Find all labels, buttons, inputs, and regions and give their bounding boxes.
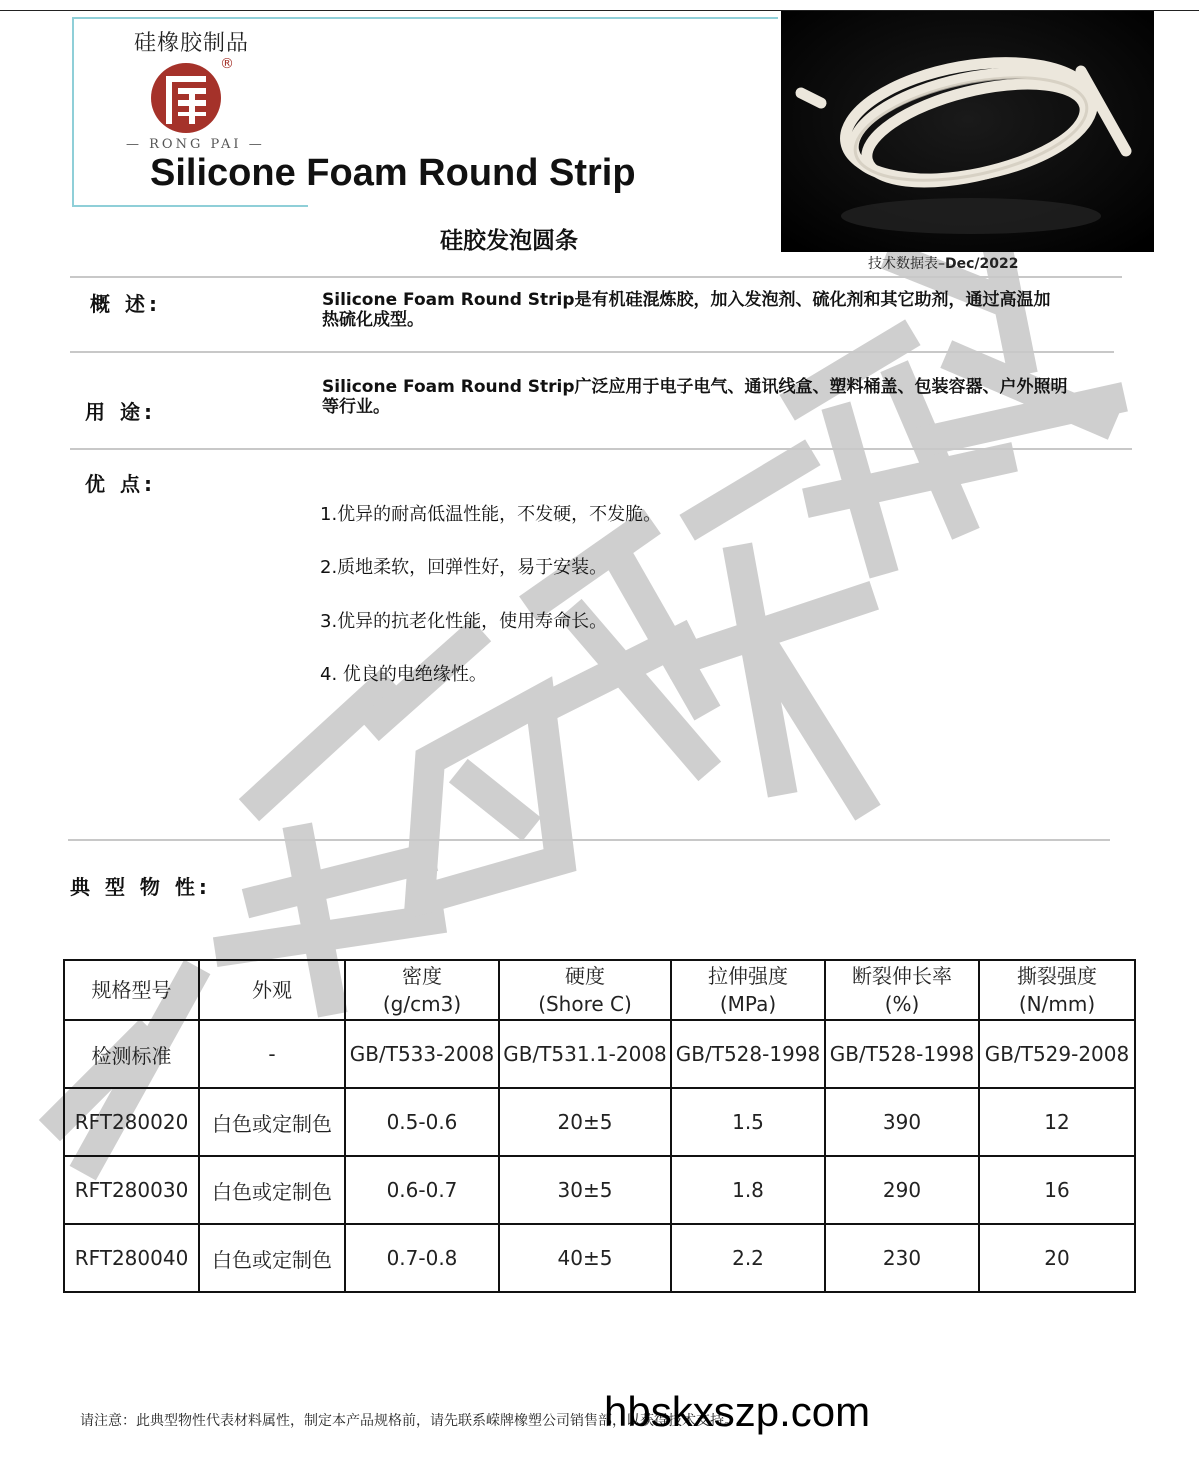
brand-name-en: — RONG PAI — [126, 137, 265, 152]
table-cell: 白色或定制色 [199, 1224, 345, 1292]
logo-frame-bottom [72, 205, 308, 207]
table-cell: GB/T533-2008 [345, 1020, 499, 1088]
footer-note: 请注意：此典型物性代表材料属性，制定本产品规格前，请先联系嵘牌橡塑公司销售部，以获得技术支持。 [80, 1413, 738, 1429]
logo-frame-left [72, 17, 74, 207]
table-row [64, 1224, 1135, 1292]
usage-label: 用 途: [85, 400, 156, 424]
registered-mark: ® [220, 56, 234, 72]
advantages-label: 优 点: [85, 472, 156, 496]
divider [68, 839, 1110, 841]
table-cell: 1.5 [671, 1088, 825, 1156]
overview-label: 概 述: [90, 292, 161, 316]
table-header-cell: 拉伸强度 (MPa) [671, 960, 825, 1020]
divider [70, 276, 1122, 278]
brand-name-cn: 硅橡胶制品 [134, 31, 250, 56]
overview-text-line1: Silicone Foam Round Strip是有机硅混炼胶，加入发泡剂、硫化剂和其它助剂，通过高温加 [322, 290, 1051, 310]
website-url[interactable]: hbskxszp.com [604, 1388, 871, 1435]
logo-frame [72, 17, 778, 19]
divider [70, 448, 1132, 450]
product-photo [781, 11, 1154, 252]
properties-label: 典 型 物 性: [70, 875, 211, 899]
table-row [64, 1020, 1135, 1088]
table-cell: RFT280040 [64, 1224, 199, 1292]
table-cell: 白色或定制色 [199, 1088, 345, 1156]
table-header-cell: 撕裂强度 (N/mm) [979, 960, 1135, 1020]
usage-text-line2: 等行业。 [322, 397, 390, 417]
advantage-item: 3.优异的抗老化性能，使用寿命长。 [320, 611, 608, 632]
table-header-cell: 密度 (g/cm3) [345, 960, 499, 1020]
table-cell: 12 [979, 1088, 1135, 1156]
divider [70, 351, 1114, 353]
table-cell: GB/T531.1-2008 [499, 1020, 671, 1088]
table-row [64, 1156, 1135, 1224]
table-cell: 40±5 [499, 1224, 671, 1292]
table-header-cell: 硬度 (Shore C) [499, 960, 671, 1020]
table-cell: - [199, 1020, 345, 1088]
table-cell: GB/T529-2008 [979, 1020, 1135, 1088]
advantage-item: 4. 优良的电绝缘性。 [320, 664, 487, 685]
advantage-item: 1.优异的耐高低温性能，不发硬，不发脆。 [320, 504, 662, 525]
overview-text-line2: 热硫化成型。 [322, 310, 424, 330]
usage-text-line1: Silicone Foam Round Strip广泛应用于电子电气、通讯线盒、塑料桶盖、包装容器、户外照明 [322, 377, 1068, 397]
table-row [64, 1088, 1135, 1156]
table-cell: GB/T528-1998 [671, 1020, 825, 1088]
table-cell: RFT280020 [64, 1088, 199, 1156]
advantage-item: 2.质地柔软，回弹性好，易于安装。 [320, 557, 608, 578]
table-cell: 230 [825, 1224, 979, 1292]
properties-table [63, 959, 1136, 1293]
table-cell: 0.6-0.7 [345, 1156, 499, 1224]
table-cell: 白色或定制色 [199, 1156, 345, 1224]
table-cell: 290 [825, 1156, 979, 1224]
table-header-cell: 断裂伸长率 (%) [825, 960, 979, 1020]
brand-logo-icon [148, 56, 234, 136]
datasheet-label: 技术数据表–Dec/2022 [868, 256, 1019, 272]
table-header-cell: 规格型号 [64, 960, 199, 1020]
table-cell: RFT280030 [64, 1156, 199, 1224]
page-title: Silicone Foam Round Strip [150, 152, 636, 194]
table-cell: 390 [825, 1088, 979, 1156]
table-cell: 0.5-0.6 [345, 1088, 499, 1156]
table-cell: 1.8 [671, 1156, 825, 1224]
table-cell: 20 [979, 1224, 1135, 1292]
table-cell: 30±5 [499, 1156, 671, 1224]
table-header-cell: 外观 [199, 960, 345, 1020]
table-cell: GB/T528-1998 [825, 1020, 979, 1088]
table-header-row [64, 960, 1135, 1020]
table-cell: 2.2 [671, 1224, 825, 1292]
table-cell: 检测标准 [64, 1020, 199, 1088]
table-cell: 20±5 [499, 1088, 671, 1156]
table-cell: 16 [979, 1156, 1135, 1224]
page-subtitle: 硅胶发泡圆条 [440, 228, 578, 254]
table-cell: 0.7-0.8 [345, 1224, 499, 1292]
